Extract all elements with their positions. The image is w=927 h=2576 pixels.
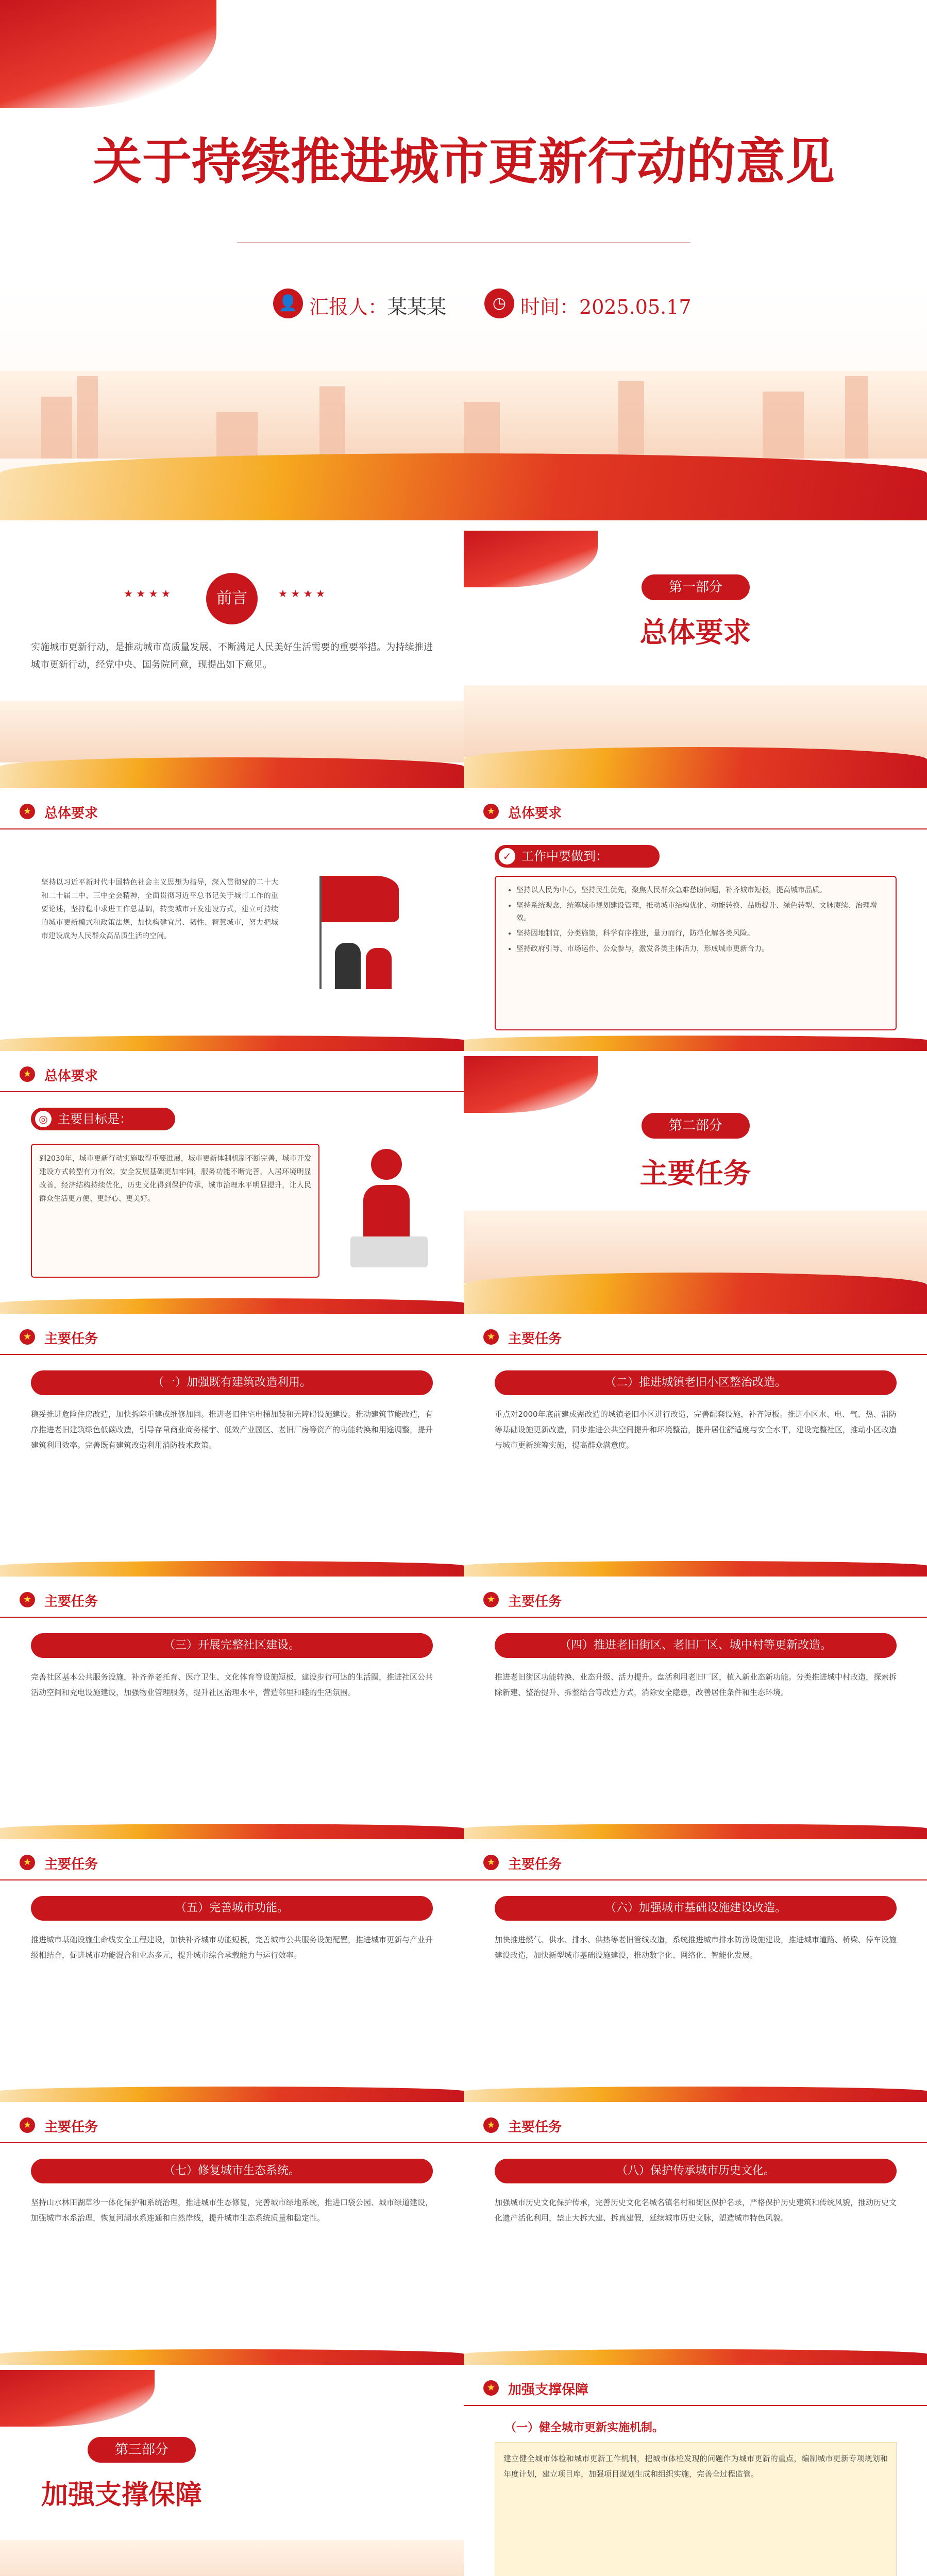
task-heading: （七）修复城市生态系统。 [31,2159,433,2183]
slide-bottom-wave [464,1824,927,1839]
section-header-title: 主要任务 [44,1331,98,1347]
section-header-title: 总体要求 [508,806,562,821]
task-slide-3 [0,1582,464,1839]
section-header [0,1056,464,1092]
part2-skyline [464,1211,927,1283]
section-header [464,2370,927,2406]
star-icon: ★ [20,1329,35,1345]
task-text: 完善社区基本公共服务设施，补齐养老托育、医疗卫生、文化体育等设施短板，建设步行可达的生活圈，推进社区公共活动空间和充电设施建设，加强物业管理服务，提升社区治理水平，营造邻里和睦的生活氛围。 [31,1672,433,1697]
task-heading: （五）完善城市功能。 [31,1896,433,1921]
star-icon: ★ [483,1329,499,1345]
task-slide-7 [0,2107,464,2365]
support-slide-1 [464,2370,927,2576]
preface-stars-left: ★ ★ ★ ★ [124,587,171,600]
flag-figure-illustration [304,871,423,994]
part2-slide [464,1056,927,1314]
task-text: 坚持山水林田湖草沙一体化保护和系统治理，推进城市生态修复，完善城市绿地系统，推进口袋公园、城市绿道建设，加强城市水系治理，恢复河湖水系连通和自然岸线，提升城市生态系统质量和稳定性。 [31,2198,433,2223]
task-slide-4 [464,1582,927,1839]
task-slide-5 [0,1844,464,2102]
reporter-label: 汇报人： [309,296,388,318]
divider-line [237,242,690,243]
star-icon: ★ [483,2380,499,2396]
section-header [464,2107,927,2143]
work-box [495,876,897,1030]
task-text: 推进老旧街区功能转换、业态升级、活力提升。盘活利用老旧厂区，植入新业态新功能。分类推进城中村改造，探索拆除新建、整治提升、拆整结合等改造方式，消除安全隐患，改善居住条件和生态环境。 [495,1672,897,1697]
section-header [464,1582,927,1618]
part1-label: 第一部分 [642,574,750,600]
section-header-title: 加强支撑保障 [508,2382,589,2398]
slide-bottom-wave [464,2087,927,2102]
slide-bottom-wave [0,2349,464,2365]
goals-tag: ◎ 主要目标是： [31,1108,175,1130]
red-wave [0,453,927,520]
task-heading: （八）保护传承城市历史文化。 [495,2159,897,2183]
task-text: 稳妥推进危险住房改造，加快拆除重建或维修加固。推进老旧住宅电梯加装和无障碍设施建设。推动建筑节能改造，有序推进老旧建筑绿色低碳改造，引导存量商业商务楼宇、低效产业园区、老旧厂房等资产的功能转换和用途调整，提升建筑利用效率。完善既有建筑改造利用消防技术政策。 [31,1410,433,1450]
section-header-title: 主要任务 [508,1331,562,1347]
section-header-title: 总体要求 [44,806,98,821]
slide-bottom-wave [0,1036,464,1051]
overall-slide-1 [0,793,464,1051]
task-heading: （二）推进城镇老旧小区整治改造。 [495,1370,897,1395]
preface-slide [0,531,464,788]
reporter-line [309,291,446,319]
section-header-title: 主要任务 [508,2120,562,2135]
star-icon: ★ [20,804,35,819]
task-heading: （三）开展完整社区建设。 [31,1633,433,1658]
star-icon: ★ [483,804,499,819]
part1-wave [464,747,927,788]
preface-wave [0,757,464,788]
task-text: 推进城市基础设施生命线安全工程建设，加快补齐城市功能短板，完善城市公共服务设施配置，推进城市更新与产业升级相结合，促进城市功能混合和业态多元，提升城市综合承载能力与运行效率。 [31,1935,433,1960]
slide-bottom-wave [464,1036,927,1051]
slide-bottom-wave [464,2349,927,2365]
section-header [0,1582,464,1618]
support-box [495,2442,897,2576]
section-header [0,1319,464,1355]
preface-heading-circle: 前言 [206,573,258,624]
goals-slide [0,1056,464,1314]
section-header [0,793,464,829]
figure-illustration [350,1149,428,1273]
support-heading: （一）健全城市更新实施机制。 [505,2421,664,2434]
task-slide-1-2-right [464,1319,927,1577]
task-slide-8 [464,2107,927,2365]
section-header [464,1844,927,1880]
cover-title: 关于持续推进城市更新行动的意见 [93,132,835,191]
part1-skyline [464,685,927,757]
slide-bottom-wave [464,1561,927,1577]
star-icon: ★ [483,1592,499,1607]
task-heading: （四）推进老旧街区、老旧厂区、城中村等更新改造。 [495,1633,897,1658]
section-header-title: 主要任务 [44,1857,98,1872]
goals-text: 到2030年，城市更新行动实施取得重要进展，城市更新体制机制不断完善，城市开发建设方式转型有力有效，安全发展基础更加牢固，服务功能不断完善，人居环境明显改善，经济结构持续优化，历史文化得到保护传承，城市治理水平明显提升，让人民群众生活更方便、更舒心、更美好。 [39,1155,311,1203]
time-icon: ◷ [484,289,514,318]
preface-skyline [0,701,464,762]
check-icon: ✓ [499,848,515,865]
section-header-title: 主要任务 [44,1594,98,1609]
task-heading: （一）加强既有建筑改造利用。 [31,1370,433,1395]
slide-bottom-wave [0,1824,464,1839]
work-item: • 坚持因地制宜，分类施策，科学有序推进，量力而行，防范化解各类风险。 [516,927,888,940]
target-icon: ◎ [35,1111,52,1127]
task-text: 重点对2000年底前建成需改造的城镇老旧小区进行改造，完善配套设施，补齐短板。推进小区水、电、气、热、消防等基础设施更新改造，同步推进公共空间提升和环境整治，提升居住舒适度与安全水平，建设完整社区，推动小区改造与城市更新统筹实施，提高群众满意度。 [495,1410,897,1450]
section-header-title: 总体要求 [44,1069,98,1084]
section-header [464,1319,927,1355]
city-skyline [0,371,927,459]
slide-bottom-wave [0,1298,464,1314]
section-header [464,793,927,829]
preface-text: 实施城市更新行动，是推动城市高质量发展、不断满足人民美好生活需要的重要举措。为持续推进城市更新行动，经党中央、国务院同意，现提出如下意见。 [31,642,433,670]
work-list [503,884,888,955]
part2-wave [464,1273,927,1314]
goals-box [31,1144,319,1278]
part1-flag [464,531,598,587]
cover-slide [0,0,927,520]
part2-flag [464,1056,598,1113]
task-slide-6 [464,1844,927,2102]
task-text: 加强城市历史文化保护传承，完善历史文化名城名镇名村和街区保护名录，严格保护历史建筑和传统风貌，推动历史文化遗产活化利用，禁止大拆大建、拆真建假，延续城市历史文脉，塑造城市特色风貌。 [495,2198,897,2223]
work-item: • 坚持以人民为中心，坚持民生优先，聚焦人民群众急难愁盼问题，补齐城市短板，提高城市品质。 [516,884,888,896]
star-icon: ★ [20,1855,35,1870]
red-flag-decoration [0,0,216,108]
overall-text: 坚持以习近平新时代中国特色社会主义思想为指导，深入贯彻党的二十大和二十届二中、三中全会精神，全面贯彻习近平总书记关于城市工作的重要论述，坚持稳中求进工作总基调，转变城市开发建设方式，建立可持续的城市更新模式和政策法规，加快构建宜居、韧性、智慧城市，努力把城市建设成为人民群众高品质生活的空间。 [41,878,278,940]
part3-skyline [0,2540,464,2576]
preface-stars-right: ★ ★ ★ ★ [278,587,325,600]
star-icon: ★ [20,1592,35,1607]
task-heading: （六）加强城市基础设施建设改造。 [495,1896,897,1921]
star-icon: ★ [483,2117,499,2133]
section-header-title: 主要任务 [508,1857,562,1872]
part1-slide [464,531,927,788]
task-slide-1-2-left [0,1319,464,1577]
part2-title: 主要任务 [639,1157,751,1190]
section-header-title: 主要任务 [508,1594,562,1609]
part3-flag [0,2370,155,2427]
overall-slide-2 [464,793,927,1051]
slide-bottom-wave [0,2087,464,2102]
star-icon: ★ [20,2117,35,2133]
reporter-icon: 👤 [273,289,303,318]
task-text: 加快推进燃气、供水、排水、供热等老旧管线改造，系统推进城市排水防涝设施建设，推进城市道路、桥梁、停车设施建设改造，加快新型城市基础设施建设，推动数字化、网络化、智能化发展。 [495,1935,897,1960]
part3-title: 加强支撑保障 [41,2479,203,2511]
time-line [520,291,692,319]
work-tag: ✓ 工作中要做到： [495,845,660,868]
section-header-title: 主要任务 [44,2120,98,2135]
part3-slide [0,2370,464,2576]
part3-label: 第三部分 [88,2437,196,2463]
section-header [0,1844,464,1880]
support-text: 建立健全城市体检和城市更新工作机制，把城市体检发现的问题作为城市更新的重点，编制城市更新专项规划和年度计划，建立项目库，加强项目谋划生成和组织实施，完善全过程监管。 [503,2454,888,2479]
star-icon: ★ [483,1855,499,1870]
reporter-name: 某某某 [387,296,447,318]
part1-title: 总体要求 [639,616,751,649]
time-value: 2025.05.17 [579,296,692,318]
time-label: 时间： [520,296,580,318]
star-icon: ★ [20,1066,35,1082]
work-item: • 坚持政府引导、市场运作、公众参与，激发各类主体活力，形成城市更新合力。 [516,943,888,955]
work-item: • 坚持系统观念，统筹城市规划建设管理，推动城市结构优化、动能转换、品质提升、绿色转型、文脉赓续、治理增效。 [516,900,888,924]
part2-label: 第二部分 [642,1113,750,1139]
section-header [0,2107,464,2143]
slide-bottom-wave [0,1561,464,1577]
